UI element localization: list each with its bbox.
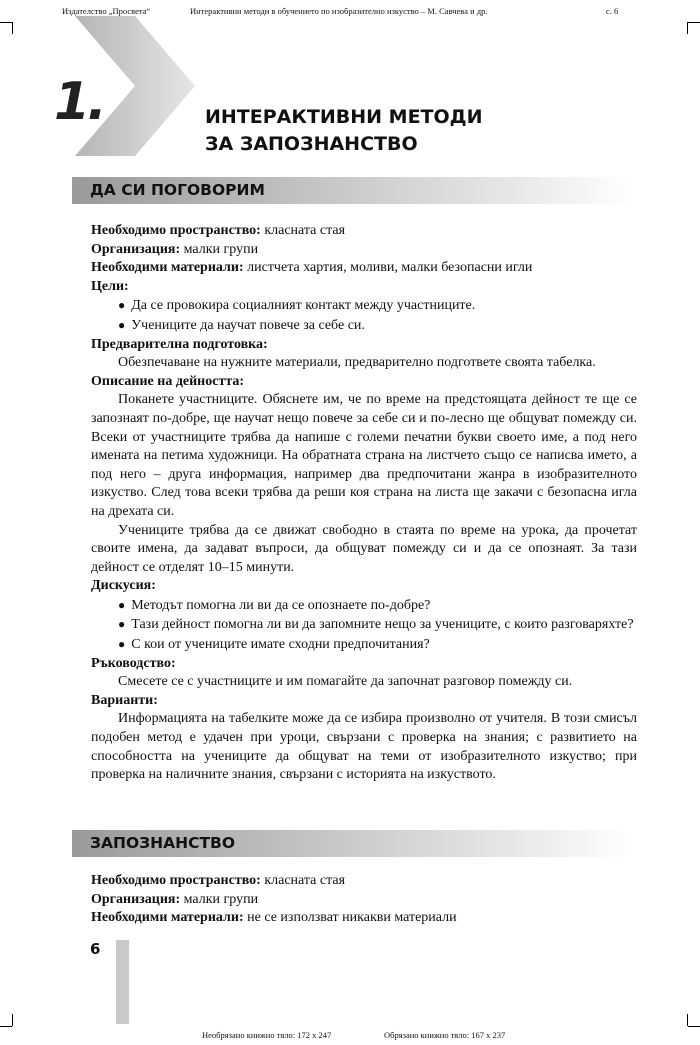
field-label: Организация: (91, 241, 181, 257)
paragraph: Смесете се с участниците и им помагайте да започнат разговор помежду си. (118, 674, 573, 690)
field-label: Необходимо пространство: (91, 873, 261, 888)
crop-mark (688, 1026, 700, 1027)
section-body (91, 222, 637, 785)
field-value: класната стая (260, 873, 346, 888)
list-item: ● Учениците да научат повече за себе си. (91, 316, 637, 336)
field-line (91, 655, 637, 674)
crop-mark (0, 1026, 12, 1027)
field-label: Варианти: (91, 692, 158, 708)
field-line (91, 891, 637, 910)
chapter-title (205, 104, 483, 158)
paragraph: Информацията на табелките може да се избира произволно от учителя. В този смисъл подобен метод е удачен при уроци, свързани с проверка на знания; с развитието на способността на учениците да общуват на теми от изобразителното изкуство; при проверка на наличните знания, свързани с историята на изкуството. (91, 711, 637, 783)
header-page-ref: с. 6 (606, 6, 619, 16)
list-item: ● С кои от учениците имате сходни предпочитания? (91, 635, 637, 655)
section-body (91, 872, 637, 928)
list-item: ● Да се провокира социалният контакт между участниците. (91, 296, 637, 316)
list-item: ● Методът помогна ли ви да се опознаете по-добре? (91, 596, 637, 616)
field-line (91, 278, 637, 297)
field-value: не се използват никакви материали (243, 910, 457, 926)
header-book-title: Интерактивни методи в обучението по изобразително изкуство – М. Савчева и др. (190, 6, 488, 16)
crop-mark (687, 22, 688, 34)
list-item: ● Тази дейност помогна ли ви да запомните нещо за учениците, с които разговаряхте? (91, 615, 637, 635)
field-label: Описание на дейността: (91, 373, 245, 389)
paragraph: Поканете участниците. Обяснете им, че по време на предстоящата дейност те ще се запознаят по-добре, ще научат нещо повече за себе си и по-лесно ще общуват помежду си. Всеки от участниците трябва да напише с големи печатни букви своето име, а под него имената на петима художници. На обратната страна на листчето също се написва името, а под него – друга информация, например два предпочитани жанра в изобразителното изкуство. След това всеки трябва да реши коя страна на листа ще закачи с безопасна игла на дрехата си. (91, 392, 637, 519)
field-line (91, 577, 637, 596)
page-number: 6 (90, 940, 101, 958)
field-value: малки групи (180, 241, 259, 257)
crop-mark (687, 1014, 688, 1026)
paragraph: Учениците трябва да се движат свободно в стаята по време на урока, да прочетат своите имена, да задават въпроси, да общуват помежду си и да се опознаят. За тази дейност се отделят 10–15 минути. (91, 522, 637, 575)
footer-uncut-size: Необрязано книжно тяло: 172 x 247 (202, 1030, 332, 1040)
field-line (91, 222, 637, 241)
section-heading: ЗАПОЗНАНСТВО (90, 834, 236, 852)
field-label: Необходими материали: (91, 260, 244, 276)
footer-cut-size: Обрязано книжно тяло: 167 x 237 (384, 1030, 506, 1040)
field-line (91, 872, 637, 891)
crop-mark (12, 22, 13, 34)
field-line (91, 692, 637, 711)
crop-mark (688, 22, 700, 23)
field-line (91, 336, 637, 355)
field-value: листчета хартия, моливи, малки безопасни игли (243, 260, 533, 276)
field-line (91, 259, 637, 278)
header-publisher: Издателство „Просвета“ (62, 6, 151, 16)
paragraph: Обезпечаване на нужните материали, предварително подгответе своята табелка. (118, 355, 596, 371)
field-value: класната стая (260, 223, 346, 238)
page-side-bar (116, 940, 129, 1024)
section-heading: ДА СИ ПОГОВОРИМ (90, 181, 265, 199)
field-line (91, 241, 637, 260)
field-label: Цели: (91, 278, 129, 294)
field-label: Необходимо пространство: (91, 223, 261, 238)
field-label: Организация: (91, 891, 181, 907)
field-label: Дискусия: (91, 578, 156, 594)
field-label: Предварителна подготовка: (91, 336, 268, 352)
field-line (91, 909, 637, 928)
crop-mark (0, 22, 12, 23)
field-label: Ръководство: (91, 655, 176, 671)
crop-mark (12, 1014, 13, 1026)
field-label: Необходими материали: (91, 910, 244, 926)
field-value: малки групи (180, 891, 259, 907)
chapter-title-line: ЗА ЗАПОЗНАНСТВО (205, 133, 418, 155)
chapter-title-line: ИНТЕРАКТИВНИ МЕТОДИ (205, 106, 483, 128)
field-line (91, 373, 637, 392)
chapter-number: 1. (54, 72, 104, 132)
